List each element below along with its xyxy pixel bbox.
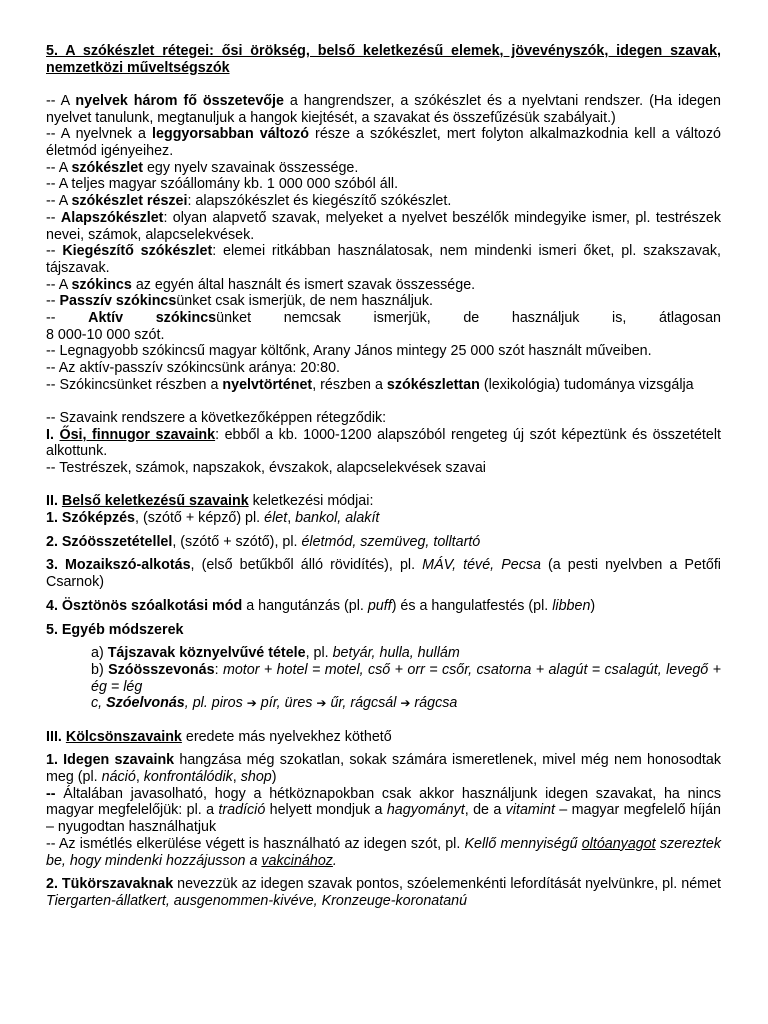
- text-line: -- A nyelvek három fő összetevője a hangrendszer, a szókészlet és a nyelvtani rendszer. (Ha idegen nyelvet tanulunk, megtanuljuk a hangok kiejtését, a szavakat és összefűzésük szabályait.): [46, 92, 721, 126]
- section-3-item-1: [46, 752, 721, 869]
- text-line: -- Passzív szókincsünket csak ismerjük, de nem használjuk.: [46, 293, 433, 310]
- layers-block: [46, 410, 721, 477]
- text-line: c, Szóelvonás, pl. piros ➔ pír, üres ➔ űr, rágcsál ➔ rágcsa: [91, 695, 458, 712]
- section-2-subitems: [46, 645, 721, 712]
- text-line: -- Általában javasolható, hogy a hétköznapokban csak akkor használjunk idegen szavakat, ha nincs magyar megfelelőjük: pl. a tradíció helyett mondjuk a hagyományt, de a vitamint – magyar megfelelő híján – nyugodtan használhatjuk: [46, 785, 721, 836]
- text-line: 2. Tükörszavaknak nevezzük az idegen szavak pontos, szóelemenkénti lefordítását nyelvünkre, pl. német Tiergarten-állatkert, ausgenommen-kivéve, Kronzeuge-koronatanú: [46, 876, 722, 909]
- active-vocabulary-line: -- Aktív szókincsünket nemcsak ismerjük, de használjuk is, átlagosan: [46, 310, 721, 327]
- text-line: -- A szókészlet részei: alapszókészlet és kiegészítő szókészlet.: [46, 193, 452, 210]
- text-line: -- Alapszókészlet: olyan alapvető szavak, melyeket a nyelvet beszélők mindegyike ismer, pl. testrészek nevei, számok, alapcselekvések.: [46, 209, 721, 243]
- text-line: -- A nyelvnek a leggyorsabban változó része a szókészlet, mert folyton alkalmazkodnia kell a változó életmód igényeihez.: [46, 126, 721, 160]
- text-line: III. Kölcsönszavaink eredete más nyelvekhez köthető: [46, 728, 392, 745]
- section-3-item-2: [46, 876, 721, 909]
- text-line: I. Ősi, finnugor szavaink: ebből a kb. 1000-1200 alapszóból rengeteg új szót képeztünk és összetételt alkottunk.: [46, 426, 721, 460]
- text-line: II. Belső keletkezésű szavaink keletkezési módjai:: [46, 493, 374, 510]
- text-line: -- Szavaink rendszere a következőképpen rétegződik:: [46, 410, 387, 427]
- text-line: -- A teljes magyar szóállomány kb. 1 000 000 szóból áll.: [46, 176, 399, 193]
- text-line: -- Az aktív-passzív szókincsünk aránya: 20:80.: [46, 360, 341, 377]
- document-page: [46, 43, 721, 910]
- text-line: -- A szókincs az egyén által használt és ismert szavak összessége.: [46, 276, 476, 293]
- text-line: a) Tájszavak köznyelvűvé tétele, pl. betyár, hulla, hullám: [91, 645, 460, 662]
- text-line: -- Kiegészítő szókészlet: elemei ritkábban használatosak, nem mindenki ismeri őket, pl. szakszavak, tájszavak.: [46, 243, 721, 276]
- intro-block: [46, 93, 721, 310]
- text-line: 3. Mozaikszó-alkotás, (első betűkből álló rövidítés), pl. MÁV, tévé, Pecsa (a pesti nyelvben a Petőfi Csarnok): [46, 557, 721, 591]
- section-3-heading: [46, 729, 721, 746]
- intro-block-2: [46, 343, 721, 393]
- text-line: 1. Idegen szavaink hangzása még szokatlan, sokak számára ismeretlenek, mivel még nem honosodtak meg (pl. náció, konfrontálódik, shop): [46, 752, 721, 786]
- section-2-items: [46, 510, 721, 638]
- text-line: -- Az ismétlés elkerülése végett is használható az idegen szót, pl. Kellő mennyiségű oltóanyagot szereztek be, hogy mindenki hozzájusson a vakcinához.: [46, 835, 721, 869]
- text-line: 2. Szóösszetétellel, (szótő + szótő), pl. életmód, szemüveg, tolltartó: [46, 533, 481, 550]
- text-line: -- Szókincsünket részben a nyelvtörténet, részben a szókészlettan (lexikológia) tudománya vizsgálja: [46, 376, 694, 393]
- text-line: -- Legnagyobb szókincsű magyar költőnk, Arany János mintegy 25 000 szót használt műveiben.: [46, 343, 652, 360]
- text-line: 5. Egyéb módszerek: [46, 621, 184, 638]
- section-title: 5. A szókészlet rétegei: ősi örökség, belső keletkezésű elemek, jövevényszók, idegen szavak, nemzetközi műveltségszók: [46, 43, 721, 76]
- text-line: -- Testrészek, számok, napszakok, évszakok, alapcselekvések szavai: [46, 460, 486, 477]
- active-vocabulary-count: 8 000-10 000 szót.: [46, 326, 165, 343]
- text-line: 1. Szóképzés, (szótő + képző) pl. élet, bankol, alakít: [46, 510, 380, 527]
- text-line: b) Szóösszevonás: motor + hotel = motel, cső + orr = csőr, csatorna + alagút = csalagút, levegő + ég = lég: [91, 662, 721, 695]
- text-line: -- A szókészlet egy nyelv szavainak összessége.: [46, 159, 359, 176]
- section-2-heading: [46, 493, 721, 510]
- text-line: 4. Ösztönös szóalkotási mód a hangutánzás (pl. puff) és a hangulatfestés (pl. libben): [46, 597, 596, 614]
